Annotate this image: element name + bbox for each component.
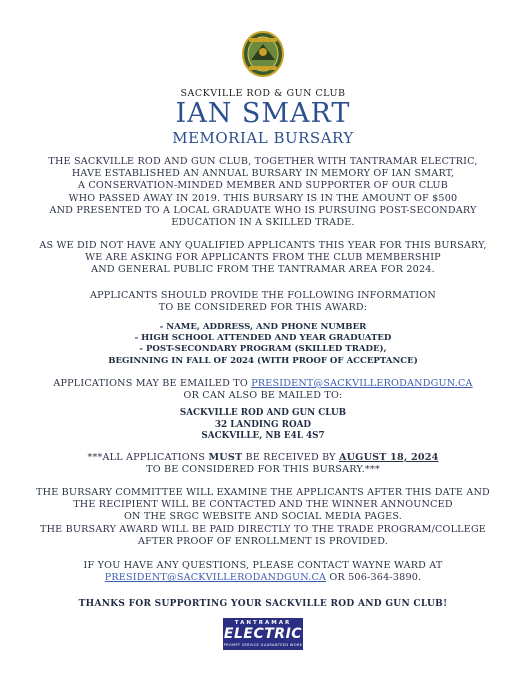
sponsor-logo — [223, 618, 303, 650]
applicants-paragraph — [20, 290, 506, 314]
contact-line: IF YOU HAVE ANY QUESTIONS, PLEASE CONTACT WAYNE WARD AT — [83, 560, 443, 571]
applicants-line: APPLICANTS SHOULD PROVIDE THE FOLLOWING INFORMATION — [89, 290, 437, 301]
email-paragraph — [20, 378, 506, 402]
contact-email-link[interactable]: PRESIDENT@SACKVILLERODANDGUN.CA — [104, 572, 327, 584]
deadline-paragraph — [20, 452, 506, 476]
address-line: SACKVILLE ROD AND GUN CLUB — [179, 408, 347, 418]
deadline-line — [20, 452, 506, 464]
request-line: WE ARE ASKING FOR APPLICANTS FROM THE CLUB MEMBERSHIP — [85, 252, 441, 264]
deadline-date: AUGUST 18, 2024 — [338, 452, 439, 463]
request-line: AND GENERAL PUBLIC FROM THE TANTRAMAR AREA FOR 2024. — [91, 264, 435, 276]
mailing-address — [0, 408, 526, 443]
committee-line: ON THE SRGC WEBSITE AND SOCIAL MEDIA PAGES. — [123, 511, 403, 523]
sponsor-tagline: PROMPT SERVICE GUARANTEED WORK — [223, 643, 303, 647]
committee-line: THE BURSARY AWARD WILL BE PAID DIRECTLY TO THE TRADE PROGRAM/COLLEGE — [39, 523, 487, 535]
committee-line: THE RECIPIENT WILL BE CONTACTED AND THE WINNER ANNOUNCED — [73, 499, 453, 511]
intro-line: HAVE ESTABLISHED AN ANNUAL BURSARY IN MEMORY OF IAN SMART, — [71, 168, 455, 180]
applicants-line: TO BE CONSIDERED FOR THIS AWARD: — [158, 302, 368, 314]
intro-line: AND PRESENTED TO A LOCAL GRADUATE WHO IS PURSUING POST-SECONDARY — [49, 204, 477, 216]
intro-line: A CONSERVATION-MINDED MEMBER AND SUPPORTER OF OUR CLUB — [78, 180, 448, 192]
committee-paragraph — [20, 487, 506, 548]
sponsor-top: TANTRAMAR — [234, 620, 292, 626]
email-prefix: APPLICATIONS MAY BE EMAILED TO — [53, 378, 252, 389]
page-title: IAN SMART — [175, 98, 351, 129]
email-line — [20, 378, 506, 390]
page-subtitle: MEMORIAL BURSARY — [172, 129, 354, 147]
contact-paragraph — [20, 560, 506, 584]
contact-line2 — [20, 572, 506, 584]
request-line: AS WE DID NOT HAVE ANY QUALIFIED APPLICANTS THIS YEAR FOR THIS BURSARY, — [39, 240, 487, 251]
email-link[interactable]: PRESIDENT@SACKVILLERODANDGUN.CA — [251, 378, 473, 389]
thanks-line: THANKS FOR SUPPORTING YOUR SACKVILLE ROD AND GUN CLUB! — [78, 599, 448, 609]
sponsor-name: ELECTRIC — [223, 626, 303, 642]
deadline-line2: TO BE CONSIDERED FOR THIS BURSARY.*** — [146, 464, 380, 476]
committee-line: AFTER PROOF OF ENROLLMENT IS PROVIDED. — [137, 535, 389, 547]
intro-line: EDUCATION IN A SKILLED TRADE. — [171, 217, 355, 229]
list-item: - POST-SECONDARY PROGRAM (SKILLED TRADE), — [139, 344, 387, 355]
committee-line: THE BURSARY COMMITTEE WILL EXAMINE THE APPLICANTS AFTER THIS DATE AND — [36, 487, 490, 498]
list-item: - HIGH SCHOOL ATTENDED AND YEAR GRADUATED — [134, 333, 392, 344]
club-name: SACKVILLE ROD & GUN CLUB — [180, 88, 346, 99]
mail-line: OR CAN ALSO BE MAILED TO: — [183, 390, 343, 402]
intro-paragraph — [20, 156, 506, 229]
deadline-must: MUST — [208, 452, 243, 463]
intro-line: THE SACKVILLE ROD AND GUN CLUB, TOGETHER WITH TANTRAMAR ELECTRIC, — [48, 156, 478, 167]
list-item: - NAME, ADDRESS, AND PHONE NUMBER — [159, 322, 367, 332]
deadline-middle: BE RECEIVED BY — [242, 452, 339, 463]
list-item: BEGINNING IN FALL OF 2024 (WITH PROOF OF ACCEPTANCE) — [108, 355, 418, 366]
deadline-prefix: ***ALL APPLICATIONS — [87, 452, 209, 463]
intro-line: WHO PASSED AWAY IN 2019. THIS BURSARY IS IN THE AMOUNT OF $500 — [68, 192, 458, 204]
address-line: SACKVILLE, NB E4L 4S7 — [201, 431, 325, 441]
requirements-list — [0, 322, 526, 367]
address-line: 32 LANDING ROAD — [214, 419, 312, 430]
request-paragraph — [20, 240, 506, 277]
gun-club-crest-icon — [241, 30, 285, 78]
contact-phone: OR 506-364-3890. — [326, 572, 422, 584]
